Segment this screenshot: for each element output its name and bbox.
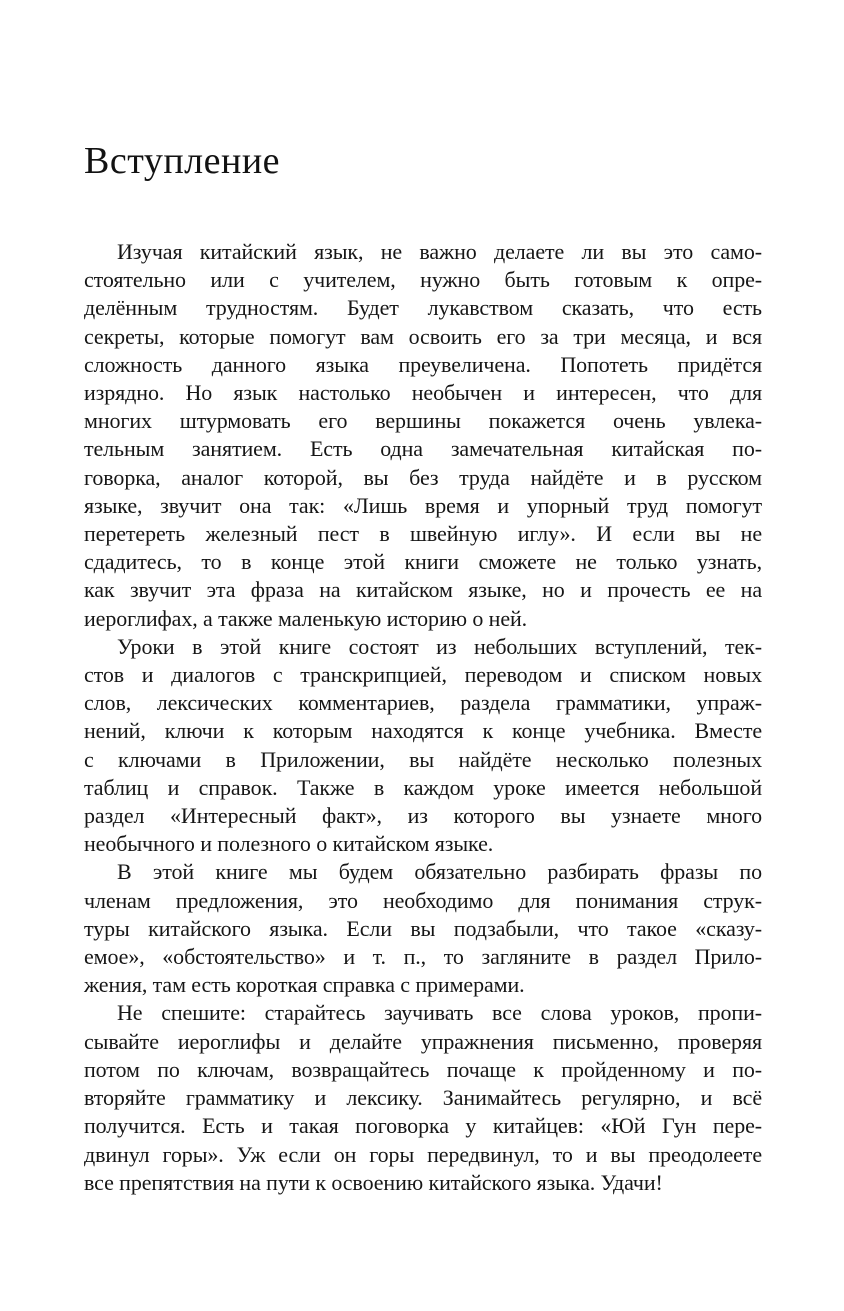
text-line: стоятельно или с учителем, нужно быть готовым к опре- <box>84 267 762 293</box>
paragraph-1 <box>84 238 762 633</box>
text-line: делённым трудностям. Будет лукавством сказать, что есть <box>84 295 762 321</box>
text-line: сдадитесь, то в конце этой книги сможете не только узнать, <box>84 549 762 575</box>
text-line: двинул горы». Уж если он горы передвинул, то и вы преодолеете <box>84 1141 762 1167</box>
paragraph-2 <box>84 633 762 859</box>
paragraph-4 <box>84 999 762 1196</box>
text-line: языке, звучит она так: «Лишь время и упорный труд помогут <box>84 492 762 518</box>
text-line: получится. Есть и такая поговорка у китайцев: «Юй Гун пере- <box>84 1113 762 1139</box>
text-line: перетереть железный пест в швейную иглу». И если вы не <box>84 521 762 547</box>
text-line: слов, лексических комментариев, раздела грамматики, упраж- <box>84 690 762 716</box>
body-text <box>84 238 762 1197</box>
text-line: тельным занятием. Есть одна замечательная китайская по- <box>84 436 762 462</box>
text-line: многих штурмовать его вершины покажется очень увлека- <box>84 408 762 434</box>
text-line: раздел «Интересный факт», из которого вы узнаете много <box>84 803 762 829</box>
text-line: жения, там есть короткая справка с примерами. <box>84 972 525 998</box>
text-line: все препятствия на пути к освоению китайского языка. Удачи! <box>84 1169 663 1195</box>
text-line: В этой книге мы будем обязательно разбирать фразы по <box>117 859 762 885</box>
text-line: стов и диалогов с транскрипцией, переводом и списком новых <box>84 662 762 688</box>
text-line: говорка, аналог которой, вы без труда найдёте и в русском <box>84 464 762 490</box>
text-line: сывайте иероглифы и делайте упражнения письменно, проверяя <box>84 1028 762 1054</box>
chapter-title: Вступление <box>84 140 281 182</box>
text-line: секреты, которые помогут вам освоить его за три месяца, и вся <box>84 323 762 349</box>
text-line: потом по ключам, возвращайтесь почаще к пройденному и по- <box>84 1056 762 1082</box>
text-line: сложность данного языка преувеличена. Попотеть придётся <box>84 351 762 377</box>
text-line: необычного и полезного о китайском языке. <box>84 831 494 857</box>
text-line: емое», «обстоятельство» и т. п., то загляните в раздел Прило- <box>84 944 762 970</box>
text-line: Изучая китайский язык, не важно делаете ли вы это само- <box>117 239 762 264</box>
text-line: как звучит эта фраза на китайском языке, но и прочесть ее на <box>84 577 762 603</box>
text-line: с ключами в Приложении, вы найдёте несколько полезных <box>84 746 762 772</box>
text-line: таблиц и справок. Также в каждом уроке имеется небольшой <box>84 774 762 800</box>
text-line: изрядно. Но язык настолько необычен и интересен, что для <box>84 380 762 406</box>
text-line: туры китайского языка. Если вы подзабыли, что такое «сказу- <box>84 915 762 941</box>
text-line: нений, ключи к которым находятся к конце учебника. Вместе <box>84 718 762 744</box>
text-line: иероглифах, а также маленькую историю о ней. <box>84 605 528 631</box>
text-line: членам предложения, это необходимо для понимания струк- <box>84 887 762 913</box>
text-line: вторяйте грамматику и лексику. Занимайтесь регулярно, и всё <box>84 1085 762 1111</box>
text-line: Не спешите: старайтесь заучивать все слова уроков, пропи- <box>117 1000 762 1026</box>
text-line: Уроки в этой книге состоят из небольших вступлений, тек- <box>117 633 762 659</box>
paragraph-3 <box>84 858 762 999</box>
